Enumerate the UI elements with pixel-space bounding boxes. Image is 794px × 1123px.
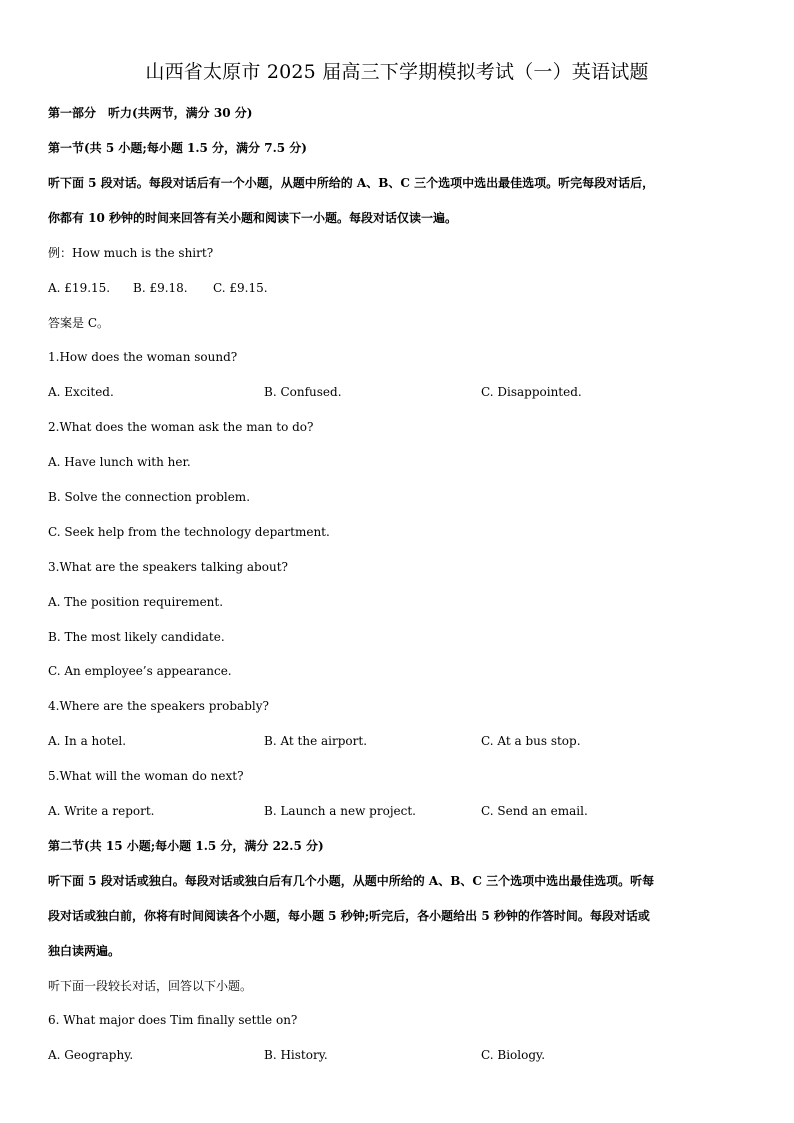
example-answer: 答案是 C。	[48, 316, 109, 330]
section1-heading: 第一节(共 5 小题;每小题 1.5 分，满分 7.5 分)	[48, 141, 307, 155]
question-2-option-a: A. Have lunch with her.	[48, 455, 191, 469]
section2-instructions-line3: 独白读两遍。	[48, 944, 121, 958]
question-5-option-c: C. Send an email.	[481, 804, 588, 818]
example-option-b: B. £9.18.	[133, 281, 188, 295]
example-option-a: A. £19.15.	[48, 281, 111, 295]
section2-instructions-line2: 段对话或独白前，你将有时间阅读各个小题，每小题 5 秒钟;听完后，各小题给出 5 秒钟的作答时间。每段对话或	[48, 909, 650, 923]
example-question: 例：How much is the shirt?	[48, 246, 214, 260]
section2-heading: 第二节(共 15 小题;每小题 1.5 分，满分 22.5 分)	[48, 839, 324, 853]
question-4-option-c: C. At a bus stop.	[481, 734, 581, 748]
question-2: 2.What does the woman ask the man to do?	[48, 420, 314, 434]
question-6: 6. What major does Tim finally settle on?	[48, 1013, 298, 1027]
question-3: 3.What are the speakers talking about?	[48, 560, 288, 574]
question-2-option-b: B. Solve the connection problem.	[48, 490, 251, 504]
question-1-option-b: B. Confused.	[264, 385, 342, 399]
section2-instructions-line1: 听下面 5 段对话或独白。每段对话或独白后有几个小题，从题中所给的 A、B、C 三个选项中选出最佳选项。听每	[48, 874, 655, 888]
question-4-option-b: B. At the airport.	[264, 734, 368, 748]
section1-instructions-line1: 听下面 5 段对话。每段对话后有一个小题，从题中所给的 A、B、C 三个选项中选出最佳选项。听完每段对话后，	[48, 176, 655, 190]
question-5: 5.What will the woman do next?	[48, 769, 244, 783]
question-1-option-a: A. Excited.	[48, 385, 114, 399]
question-6-option-a: A. Geography.	[48, 1048, 134, 1062]
example-option-c: C. £9.15.	[213, 281, 268, 295]
section1-instructions-line2: 你都有 10 秒钟的时间来回答有关小题和阅读下一小题。每段对话仅读一遍。	[48, 211, 458, 225]
question-6-option-c: C. Biology.	[481, 1048, 546, 1062]
question-3-option-a: A. The position requirement.	[48, 595, 224, 609]
question-1: 1.How does the woman sound?	[48, 350, 238, 364]
question-5-option-a: A. Write a report.	[48, 804, 155, 818]
question-5-option-b: B. Launch a new project.	[264, 804, 416, 818]
question-2-option-c: C. Seek help from the technology department.	[48, 525, 330, 539]
question-1-option-c: C. Disappointed.	[481, 385, 582, 399]
question-3-option-b: B. The most likely candidate.	[48, 630, 225, 644]
question-3-option-c: C. An employee’s appearance.	[48, 664, 232, 678]
section2-intro: 听下面一段较长对话，回答以下小题。	[48, 979, 253, 993]
question-4: 4.Where are the speakers probably?	[48, 699, 269, 713]
exam-title: 山西省太原市 2025 届高三下学期模拟考试（一）英语试题	[145, 61, 649, 83]
part1-heading: 第一部分 听力(共两节，满分 30 分)	[48, 106, 253, 120]
question-6-option-b: B. History.	[264, 1048, 328, 1062]
question-4-option-a: A. In a hotel.	[48, 734, 127, 748]
